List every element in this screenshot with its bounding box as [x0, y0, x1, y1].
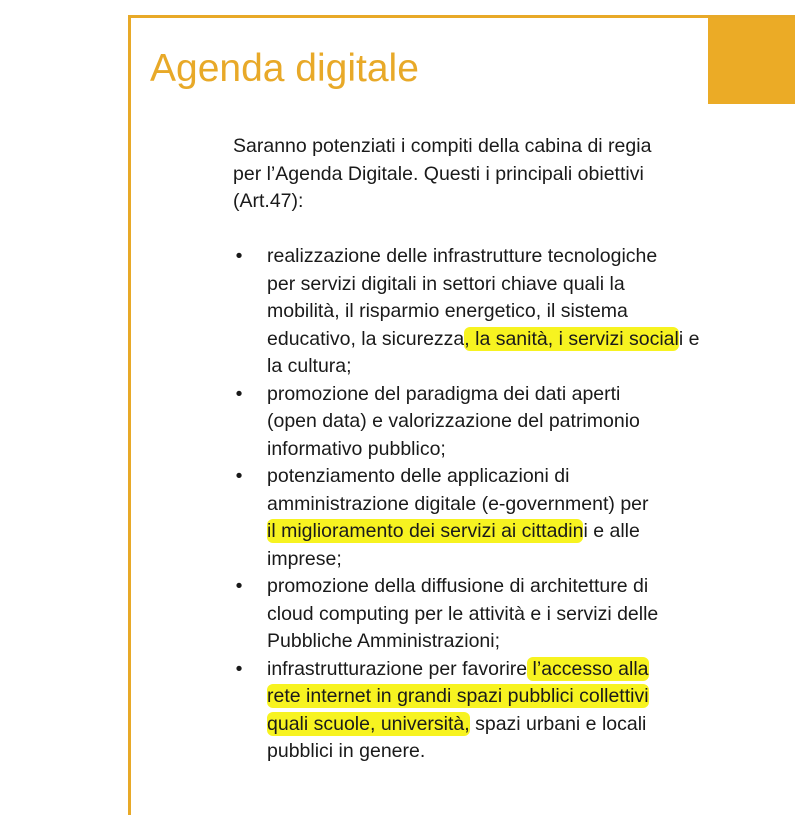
bullet-line: cloud computing per le attività e i servizi delle	[267, 602, 659, 625]
intro-line: (Art.47):	[233, 190, 304, 212]
bullet-icon: •	[235, 245, 243, 267]
bullet-line: mobilità, il risparmio energetico, il sistema	[267, 300, 628, 322]
bullet-line	[267, 656, 733, 684]
bullet-text: i e	[678, 327, 700, 350]
bullet-line: per servizi digitali in settori chiave quali la	[267, 272, 625, 295]
highlighted-text: rete internet in grandi spazi pubblici collettivi	[267, 685, 649, 707]
bullet-icon: •	[235, 657, 243, 680]
bullet-line	[267, 518, 733, 546]
bullet-line: informativo pubblico;	[267, 437, 446, 460]
bullet-line: amministrazione digitale (e-government) per	[267, 492, 649, 515]
list-item	[233, 463, 733, 573]
bullet-text: spazi urbani e locali	[469, 712, 647, 735]
intro-paragraph	[233, 133, 703, 216]
intro-line: Saranno potenziati i compiti della cabina di regia	[233, 135, 652, 157]
highlighted-text: quali scuole, università,	[267, 712, 470, 735]
bullet-text: educativo, la sicurezza	[267, 327, 465, 350]
slide-title: Agenda digitale	[150, 47, 419, 90]
bullet-icon: •	[235, 382, 243, 405]
highlighted-text: , la sanità, i servizi social	[464, 327, 679, 350]
bullet-text: i e alle	[583, 520, 640, 542]
accent-corner-block	[708, 18, 795, 104]
bullet-line	[267, 711, 733, 739]
list-item	[233, 243, 733, 381]
bullet-line: pubblici in genere.	[267, 740, 426, 762]
bullet-line: la cultura;	[267, 355, 352, 377]
bullet-icon: •	[235, 575, 243, 597]
bullet-text: infrastrutturazione per favorire	[267, 657, 528, 680]
bullet-icon: •	[235, 465, 243, 487]
highlighted-text: l’accesso alla	[527, 657, 649, 680]
bullet-line: realizzazione delle infrastrutture tecnologiche	[267, 245, 658, 267]
objectives-list	[233, 243, 733, 766]
bullet-line	[267, 326, 733, 354]
bullet-line: promozione del paradigma dei dati aperti	[267, 382, 621, 405]
bullet-line: potenziamento delle applicazioni di	[267, 465, 570, 487]
highlighted-text: il miglioramento dei servizi ai cittadin	[267, 520, 584, 542]
list-item	[233, 656, 733, 766]
bullet-line: Pubbliche Amministrazioni;	[267, 630, 501, 652]
bullet-line: imprese;	[267, 547, 342, 570]
bullet-line: promozione della diffusione di architetture di	[267, 575, 649, 597]
intro-line: per l’Agenda Digitale. Questi i principali obiettivi	[233, 162, 644, 185]
list-item	[233, 573, 733, 656]
bullet-line: (open data) e valorizzazione del patrimonio	[267, 410, 640, 432]
bullet-line	[267, 683, 733, 711]
list-item	[233, 381, 733, 464]
